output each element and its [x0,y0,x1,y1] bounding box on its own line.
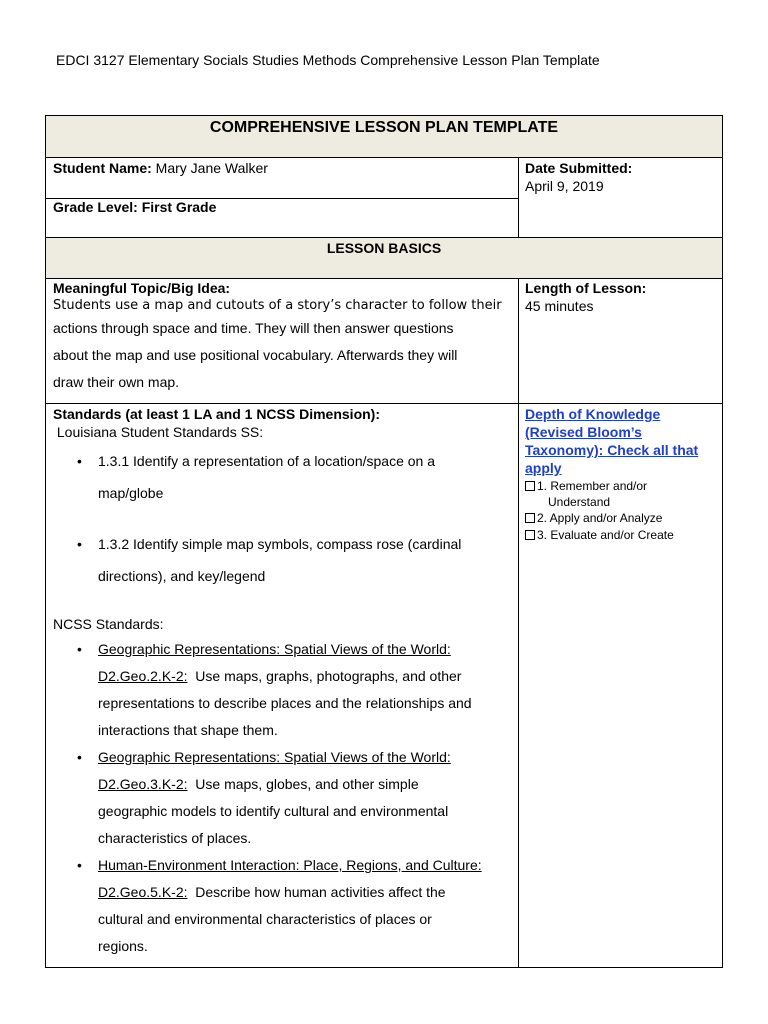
length-value: 45 minutes [525,298,594,314]
list-item-text: • 1.3.1 Identify a representation of a location/space on a [98,453,436,469]
depth-of-knowledge-cell [525,405,720,543]
dok-option-label: 3. Evaluate and/or Create [537,528,674,542]
lesson-basics-row [46,237,722,279]
dok-option-label: 1. Remember and/or [537,479,648,493]
list-item [53,636,515,744]
lesson-basics-heading: LESSON BASICS [326,240,442,256]
dok-option-1[interactable] [525,478,720,510]
ncss-standard-title: • Human-Environment Interaction: Place, Regions, and Culture: [98,857,482,873]
grade-level: Grade Level: First Grade [53,199,217,215]
dok-link-text[interactable]: apply [525,460,562,476]
ncss-standard-code: D2.Geo.5.K-2: [98,884,188,900]
list-item-text: map/globe [98,485,164,501]
dok-option-label: Understand [548,495,611,509]
list-item-text: directions), and key/legend [98,568,266,584]
dok-link-text[interactable]: Depth of Knowledge [525,406,661,422]
list-item-text: representations to describe places and the relationships and [98,695,472,711]
list-item [53,445,515,509]
topic-line: Students use a map and cutouts of a story’s character to follow their [53,298,502,313]
dok-option-3[interactable] [525,527,720,543]
checkbox-icon[interactable] [525,530,535,540]
ncss-standards-heading: NCSS Standards: [53,616,164,632]
ncss-standard-code: D2.Geo.3.K-2: [98,776,188,792]
list-item [53,528,515,592]
checkbox-icon[interactable] [525,513,535,523]
date-label: Date Submitted: [525,160,633,176]
list-item-text: interactions that shape them. [98,722,278,738]
ncss-standard-title: • Geographic Representations: Spatial Views of the World: [98,641,451,657]
list-item [53,744,515,852]
list-item-text: characteristics of places. [98,830,252,846]
topic-line: about the map and use positional vocabulary. Afterwards they will [53,347,458,363]
topic-line: actions through space and time. They will then answer questions [53,320,454,336]
list-item-text: regions. [98,938,148,954]
date-value: April 9, 2019 [525,178,604,194]
topic-cell [53,279,515,396]
column-divider [518,279,519,967]
dok-link-text[interactable]: Taxonomy): Check all that [525,442,699,458]
student-name-label: Student Name: [53,160,152,176]
student-name-cell [53,159,268,177]
column-divider [518,158,519,237]
checkbox-icon[interactable] [525,481,535,491]
ncss-standards-list [53,636,515,960]
list-item-text: geographic models to identify cultural and environmental [98,803,449,819]
la-standards-list [53,445,515,592]
list-item-text: Use maps, globes, and other simple [187,776,419,792]
list-item-text: • 1.3.2 Identify simple map symbols, compass rose (cardinal [98,536,462,552]
dok-option-label: 2. Apply and/or Analyze [537,511,663,525]
row-divider [46,403,722,404]
length-label: Length of Lesson: [525,280,647,296]
list-item-text: Describe how human activities affect the [187,884,446,900]
list-item [53,852,515,960]
la-standards-heading: Louisiana Student Standards SS: [53,424,264,440]
standards-cell [53,405,515,960]
ncss-standard-code: D2.Geo.2.K-2: [98,668,188,684]
list-item-text: cultural and environmental characteristics of places or [98,911,432,927]
topic-line: draw their own map. [53,374,180,390]
student-name-value: Mary Jane Walker [151,160,268,176]
dok-link-text[interactable]: (Revised Bloom’s [525,424,642,440]
standards-label: Standards (at least 1 LA and 1 NCSS Dimension): [53,406,380,422]
date-submitted-cell [525,159,632,195]
ncss-standard-title: • Geographic Representations: Spatial Views of the World: [98,749,451,765]
length-cell [525,279,646,315]
dok-link[interactable] [525,405,720,477]
list-item-text: Use maps, graphs, photographs, and other [187,668,462,684]
topic-label: Meaningful Topic/Big Idea: [53,280,231,296]
table-title: COMPREHENSIVE LESSON PLAN TEMPLATE [209,119,559,136]
table-title-row [46,116,722,158]
document-header: EDCI 3127 Elementary Socials Studies Methods Comprehensive Lesson Plan Template [56,52,600,68]
dok-option-2[interactable] [525,510,720,526]
lesson-plan-table [45,115,723,968]
